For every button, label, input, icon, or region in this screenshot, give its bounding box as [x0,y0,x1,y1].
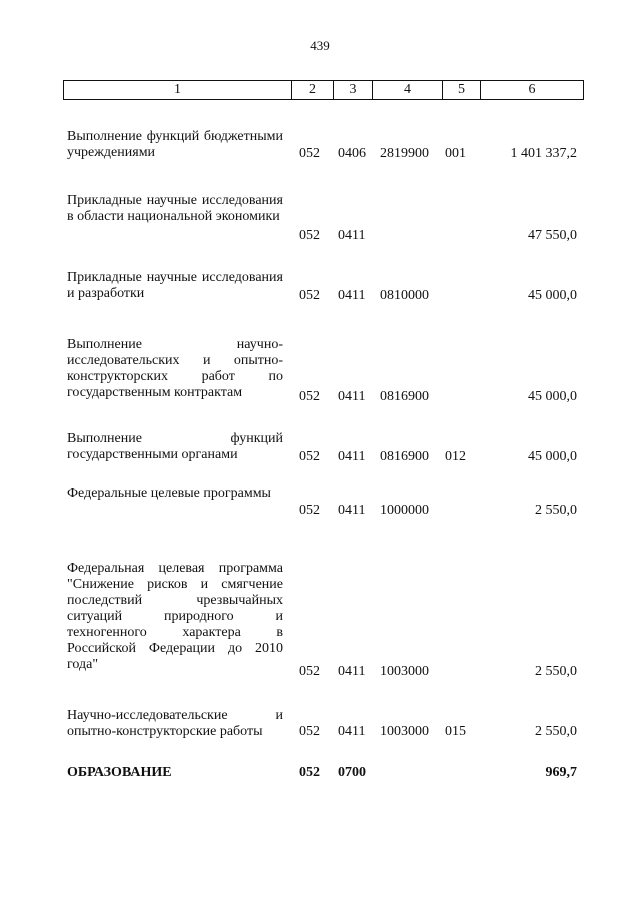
column-header-4: 4 [373,81,443,99]
row-col-2: 052 [299,765,320,780]
column-header-3: 3 [334,81,373,99]
column-header-6: 6 [528,82,536,97]
row-col-2: 052 [299,288,320,303]
row-col-4: 0810000 [380,288,429,303]
row-description: Научно-исследовательские и опытно-конструкторские работы [67,708,283,739]
row-col-3: 0411 [338,664,366,679]
row-col-2: 052 [299,228,320,243]
row-col-3: 0411 [338,724,366,739]
row-description: Федеральные целевые программы [67,486,271,501]
row-col-4: 1003000 [380,664,429,679]
row-col-6: 47 550,0 [528,228,577,243]
row-col-6: 45 000,0 [528,449,577,464]
row-col-2: 052 [299,449,320,464]
row-col-6: 2 550,0 [535,503,577,518]
row-description: Выполнение научно-исследовательских и опытно-конструкторских работ по государственным контрактам [67,337,283,400]
row-description: Прикладные научные исследования и разработки [67,270,283,301]
row-col-2: 052 [299,146,320,161]
row-col-4: 0816900 [380,389,429,404]
row-col-4: 1000000 [380,503,429,518]
table-header [63,80,584,100]
row-col-6: 2 550,0 [535,724,577,739]
row-description: Федеральная целевая программа "Снижение рисков и смягчение последствий чрезвычайных ситуаций природного и техногенного характера в Российской Федерации до 2010 года" [67,561,283,672]
row-col-5: 015 [445,724,466,739]
row-col-3: 0411 [338,449,366,464]
row-col-2: 052 [299,389,320,404]
row-col-4: 0816900 [380,449,429,464]
row-col-5: 012 [445,449,466,464]
column-header-2: 2 [292,81,334,99]
row-col-4: 2819900 [380,146,429,161]
row-description: Выполнение функций государственными органами [67,431,283,462]
row-col-5: 001 [445,146,466,161]
row-col-3: 0411 [338,228,366,243]
row-description: ОБРАЗОВАНИЕ [67,765,172,780]
row-col-6: 969,7 [545,765,577,780]
column-header-1: 1 [64,81,292,99]
page-number: 439 [310,38,330,53]
row-col-6: 1 401 337,2 [510,146,577,161]
row-col-2: 052 [299,664,320,679]
row-description: Выполнение функций бюджетными учреждениями [67,129,283,160]
column-header-5: 5 [443,81,481,99]
row-description: Прикладные научные исследования в области национальной экономики [67,193,283,224]
row-col-3: 0406 [338,146,366,161]
row-col-6: 45 000,0 [528,389,577,404]
row-col-2: 052 [299,503,320,518]
row-col-2: 052 [299,724,320,739]
row-col-6: 45 000,0 [528,288,577,303]
row-col-3: 0700 [338,765,366,780]
row-col-3: 0411 [338,288,366,303]
row-col-6: 2 550,0 [535,664,577,679]
row-col-3: 0411 [338,389,366,404]
row-col-3: 0411 [338,503,366,518]
row-col-4: 1003000 [380,724,429,739]
